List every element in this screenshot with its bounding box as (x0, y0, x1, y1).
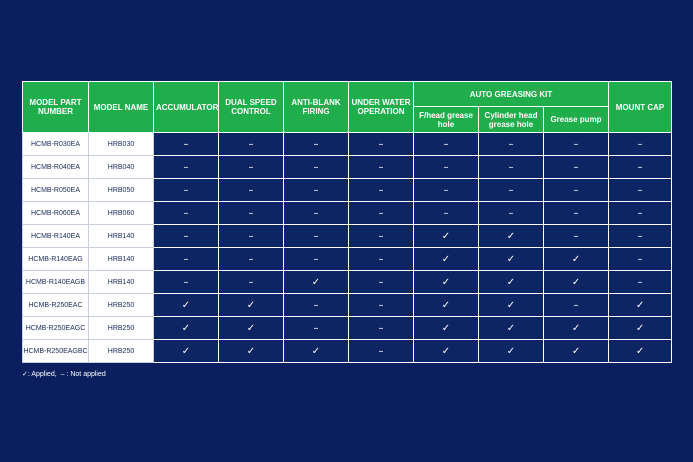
cell-dual-speed: ✓ (219, 340, 284, 363)
table-row (23, 271, 672, 294)
cell-under-water: – (349, 248, 414, 271)
cell-model-part-number: HCMB-R140EAGB (23, 271, 89, 294)
cell-model-part-number: HCMB-R250EAGC (23, 317, 89, 340)
cell-under-water: – (349, 133, 414, 156)
cell-anti-blank: – (284, 179, 349, 202)
cell-grease-pump: – (544, 179, 609, 202)
cell-mount-cap: – (609, 156, 672, 179)
header-grease-pump: Grease pump (544, 107, 609, 133)
cell-under-water: – (349, 202, 414, 225)
cell-model-name: HRB140 (89, 225, 154, 248)
cell-cylinder-grease-hole: ✓ (479, 271, 544, 294)
cell-dual-speed: – (219, 156, 284, 179)
header-accumulator: ACCUMULATOR (154, 82, 219, 133)
cell-accumulator: – (154, 225, 219, 248)
cell-dual-speed: ✓ (219, 294, 284, 317)
cell-mount-cap: – (609, 271, 672, 294)
table-row (23, 340, 672, 363)
cell-fhead-grease-hole: ✓ (414, 225, 479, 248)
cell-under-water: – (349, 294, 414, 317)
cell-cylinder-grease-hole: – (479, 156, 544, 179)
header-mount-cap: MOUNT CAP (609, 82, 672, 133)
cell-model-part-number: HCMB-R050EA (23, 179, 89, 202)
cell-anti-blank: ✓ (284, 340, 349, 363)
cell-model-name: HRB040 (89, 156, 154, 179)
header-under-water-operation: UNDER WATER OPERATION (349, 82, 414, 133)
cell-cylinder-grease-hole: ✓ (479, 225, 544, 248)
cell-model-part-number: HCMB-R040EA (23, 156, 89, 179)
cell-model-part-number: HCMB-R250EAC (23, 294, 89, 317)
cell-accumulator: – (154, 179, 219, 202)
table-body (23, 133, 672, 363)
header-model-part-number: MODEL PART NUMBER (23, 82, 89, 133)
cell-cylinder-grease-hole: ✓ (479, 317, 544, 340)
cell-under-water: – (349, 179, 414, 202)
cell-cylinder-grease-hole: – (479, 202, 544, 225)
cell-dual-speed: – (219, 271, 284, 294)
cell-grease-pump: ✓ (544, 317, 609, 340)
header-dual-speed-control: DUAL SPEED CONTROL (219, 82, 284, 133)
cell-cylinder-grease-hole: ✓ (479, 248, 544, 271)
table-row (23, 179, 672, 202)
cell-grease-pump: – (544, 294, 609, 317)
cell-mount-cap: – (609, 248, 672, 271)
cell-fhead-grease-hole: ✓ (414, 317, 479, 340)
cell-under-water: – (349, 271, 414, 294)
cell-mount-cap: – (609, 133, 672, 156)
cell-fhead-grease-hole: ✓ (414, 271, 479, 294)
cell-anti-blank: ✓ (284, 271, 349, 294)
header-row-top (23, 82, 672, 107)
cell-mount-cap: ✓ (609, 294, 672, 317)
cell-cylinder-grease-hole: – (479, 133, 544, 156)
cell-accumulator: – (154, 156, 219, 179)
cell-mount-cap: ✓ (609, 340, 672, 363)
cell-grease-pump: – (544, 133, 609, 156)
cell-fhead-grease-hole: ✓ (414, 340, 479, 363)
table-row (23, 225, 672, 248)
cell-anti-blank: – (284, 248, 349, 271)
cell-model-name: HRB250 (89, 340, 154, 363)
cell-grease-pump: – (544, 225, 609, 248)
cell-mount-cap: – (609, 179, 672, 202)
cell-model-part-number: HCMB-R140EA (23, 225, 89, 248)
cell-anti-blank: – (284, 317, 349, 340)
cell-anti-blank: – (284, 225, 349, 248)
cell-model-part-number: HCMB-R140EAG (23, 248, 89, 271)
cell-grease-pump: ✓ (544, 340, 609, 363)
cell-accumulator: ✓ (154, 317, 219, 340)
cell-grease-pump: – (544, 202, 609, 225)
cell-grease-pump: ✓ (544, 248, 609, 271)
cell-model-name: HRB250 (89, 294, 154, 317)
cell-accumulator: ✓ (154, 340, 219, 363)
cell-fhead-grease-hole: – (414, 179, 479, 202)
header-auto-greasing-kit: AUTO GREASING KIT (414, 82, 609, 107)
cell-model-name: HRB250 (89, 317, 154, 340)
cell-accumulator: – (154, 202, 219, 225)
cell-model-part-number: HCMB-R030EA (23, 133, 89, 156)
table-row (23, 202, 672, 225)
spec-table (22, 81, 672, 363)
cell-dual-speed: ✓ (219, 317, 284, 340)
cell-cylinder-grease-hole: ✓ (479, 340, 544, 363)
cell-mount-cap: ✓ (609, 317, 672, 340)
cell-mount-cap: – (609, 202, 672, 225)
header-cylinder-head-grease-hole: Cylinder head grease hole (479, 107, 544, 133)
spec-table-container (22, 81, 671, 363)
cell-under-water: – (349, 317, 414, 340)
cell-anti-blank: – (284, 202, 349, 225)
cell-accumulator: – (154, 271, 219, 294)
header-fhead-grease-hole: F/head grease hole (414, 107, 479, 133)
cell-dual-speed: – (219, 248, 284, 271)
cell-anti-blank: – (284, 133, 349, 156)
cell-model-name: HRB140 (89, 271, 154, 294)
legend (22, 370, 108, 378)
cell-model-part-number: HCMB-R250EAGBC (23, 340, 89, 363)
table-row (23, 317, 672, 340)
cell-model-name: HRB050 (89, 179, 154, 202)
cell-cylinder-grease-hole: – (479, 179, 544, 202)
cell-under-water: – (349, 340, 414, 363)
cell-fhead-grease-hole: – (414, 202, 479, 225)
cell-dual-speed: – (219, 179, 284, 202)
legend-applied: ✓: Applied, (22, 371, 57, 378)
cell-fhead-grease-hole: – (414, 133, 479, 156)
table-row (23, 156, 672, 179)
table-row (23, 248, 672, 271)
table-row (23, 294, 672, 317)
cell-model-name: HRB060 (89, 202, 154, 225)
cell-fhead-grease-hole: ✓ (414, 248, 479, 271)
cell-model-part-number: HCMB-R060EA (23, 202, 89, 225)
cell-accumulator: ✓ (154, 294, 219, 317)
header-anti-blank-firing: ANTI-BLANK FIRING (284, 82, 349, 133)
cell-fhead-grease-hole: – (414, 156, 479, 179)
cell-dual-speed: – (219, 133, 284, 156)
cell-accumulator: – (154, 133, 219, 156)
cell-cylinder-grease-hole: ✓ (479, 294, 544, 317)
table-row (23, 133, 672, 156)
cell-model-name: HRB140 (89, 248, 154, 271)
cell-grease-pump: ✓ (544, 271, 609, 294)
cell-fhead-grease-hole: ✓ (414, 294, 479, 317)
cell-model-name: HRB030 (89, 133, 154, 156)
cell-dual-speed: – (219, 202, 284, 225)
cell-dual-speed: – (219, 225, 284, 248)
legend-not-applied: – : Not applied (60, 371, 106, 378)
cell-anti-blank: – (284, 294, 349, 317)
cell-mount-cap: – (609, 225, 672, 248)
cell-under-water: – (349, 225, 414, 248)
cell-under-water: – (349, 156, 414, 179)
cell-accumulator: – (154, 248, 219, 271)
cell-grease-pump: – (544, 156, 609, 179)
header-model-name: MODEL NAME (89, 82, 154, 133)
cell-anti-blank: – (284, 156, 349, 179)
